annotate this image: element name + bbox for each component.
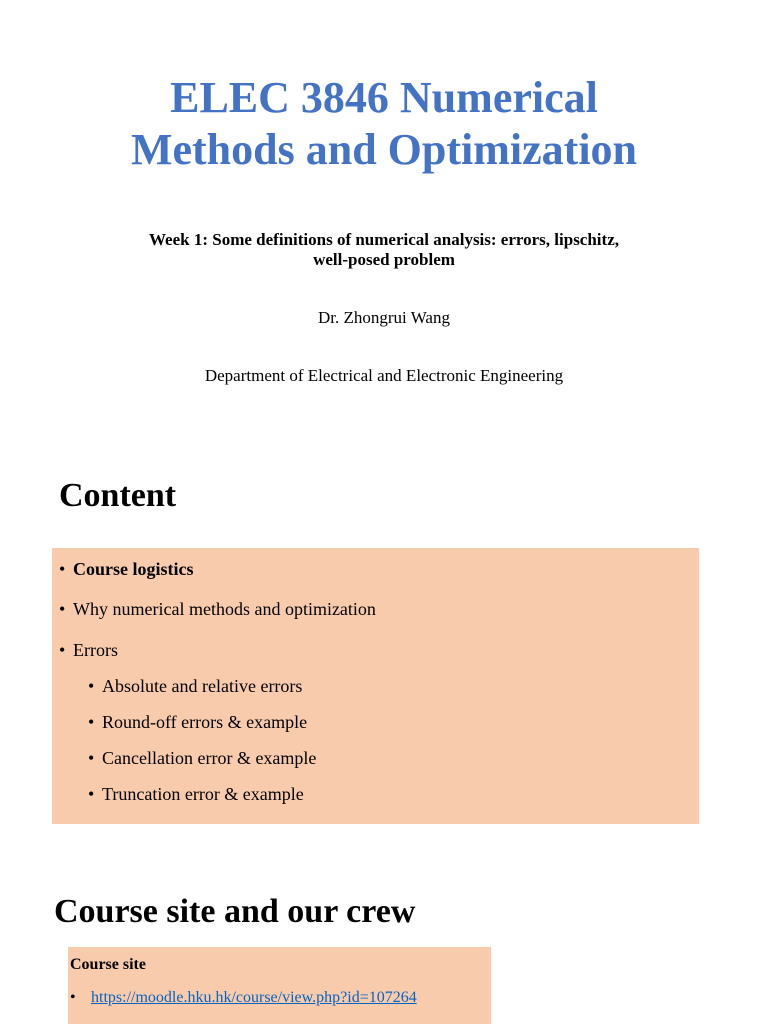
bullet-icon: • xyxy=(88,748,95,768)
content-subitem-truncation xyxy=(88,783,304,805)
slide-title xyxy=(0,72,768,176)
course-site-label: Course site xyxy=(70,956,146,973)
content-item-why-numerical xyxy=(59,598,376,620)
slide-title-line-2: Methods and Optimization xyxy=(130,125,638,174)
bullet-icon: • xyxy=(88,712,95,732)
content-item-label: Truncation error & example xyxy=(102,784,304,804)
content-item-label: Errors xyxy=(73,640,118,660)
content-subitem-round-off xyxy=(88,711,307,733)
content-subitem-absolute-relative xyxy=(88,675,302,697)
content-item-label: Cancellation error & example xyxy=(102,748,317,768)
bullet-icon: • xyxy=(88,676,95,696)
content-item-label: Absolute and relative errors xyxy=(102,676,303,696)
bullet-icon: • xyxy=(70,989,76,1006)
slide-subtitle xyxy=(0,230,768,270)
course-site-link[interactable]: https://moodle.hku.hk/course/view.php?id=107264 xyxy=(91,989,417,1006)
bullet-icon: • xyxy=(59,640,66,660)
bullet-icon: • xyxy=(59,559,66,579)
content-item-errors xyxy=(59,639,118,661)
content-item-label: Course logistics xyxy=(73,559,194,579)
bullet-icon: • xyxy=(88,784,95,804)
content-item-course-logistics xyxy=(59,558,194,580)
department-name: Department of Electrical and Electronic Engineering xyxy=(204,366,564,385)
bullet-icon: • xyxy=(59,599,66,619)
content-subitem-cancellation xyxy=(88,747,316,769)
content-heading: Content xyxy=(59,477,177,514)
slide-subtitle-line-1: Week 1: Some definitions of numerical analysis: errors, lipschitz, xyxy=(149,230,619,249)
crew-heading: Course site and our crew xyxy=(54,893,416,930)
author-name: Dr. Zhongrui Wang xyxy=(318,308,450,327)
slide-title-line-1: ELEC 3846 Numerical xyxy=(170,73,598,122)
content-item-label: Round-off errors & example xyxy=(102,712,308,732)
content-item-label: Why numerical methods and optimization xyxy=(73,599,376,619)
slide-subtitle-line-2: well-posed problem xyxy=(313,250,455,269)
